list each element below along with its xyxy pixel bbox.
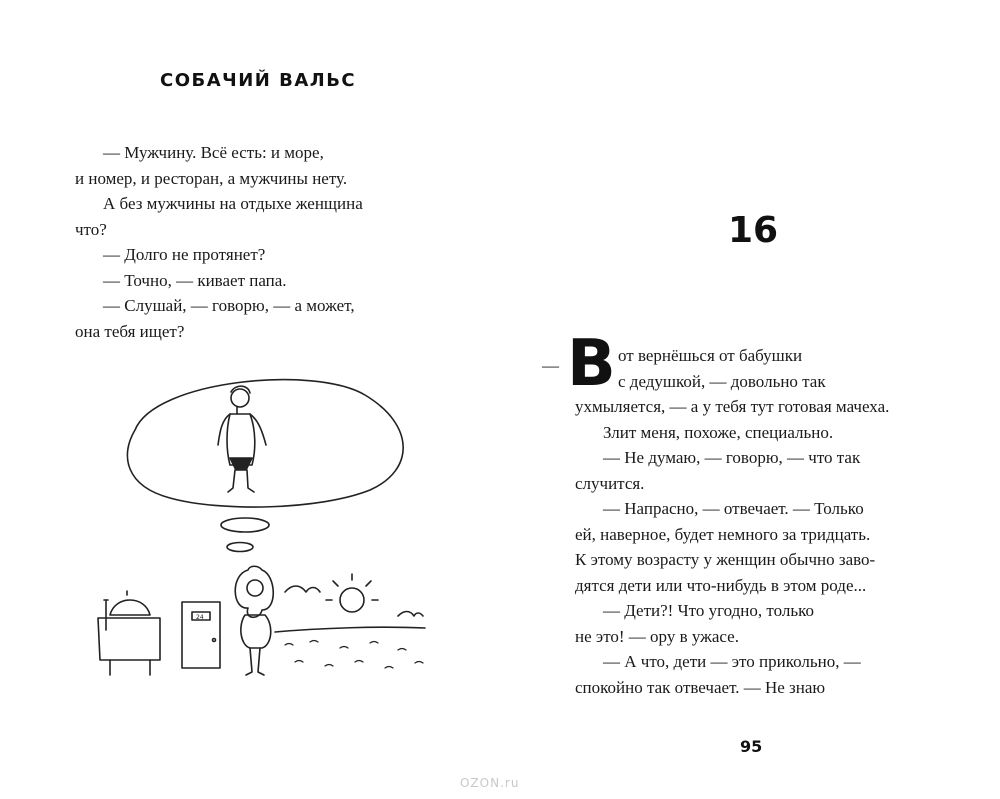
text-line: и номер, и ресторан, а мужчины нету. xyxy=(75,168,348,188)
text-line: не это! — ору в ужасе. xyxy=(575,626,739,646)
page-number: 95 xyxy=(740,737,763,756)
text-line: — Слушай, — говорю, — а может, xyxy=(103,296,355,315)
illustration-thought-bubble xyxy=(80,370,440,690)
text-line: — Не думаю, — говорю, — что так xyxy=(603,448,861,467)
text-line: К этому возрасту у женщин обычно заво- xyxy=(575,550,876,569)
text-line: А без мужчины на отдыхе женщина xyxy=(103,194,363,213)
text-line: она тебя ищет? xyxy=(75,321,185,341)
bird-drawing xyxy=(398,612,423,617)
text-line: — Мужчину. Всё есть: и море, xyxy=(103,143,324,162)
drop-cap: В xyxy=(567,327,616,401)
text-line: Злит меня, похоже, специально. xyxy=(603,422,834,442)
left-page-text xyxy=(75,140,435,344)
sun-drawing xyxy=(326,574,378,612)
running-head: СОБАЧИЙ ВАЛЬС xyxy=(160,70,357,91)
text-line: — Напрасно, — отвечает. — Только xyxy=(603,499,864,518)
door-drawing xyxy=(182,602,220,668)
text-line: — Точно, — кивает папа. xyxy=(103,270,287,290)
right-page xyxy=(500,0,1000,799)
small-bubble xyxy=(221,518,269,532)
watermark: OZON.ru xyxy=(460,776,520,790)
chapter-number: 16 xyxy=(728,210,779,251)
text-line: дятся дети или что-нибудь в этом роде... xyxy=(575,575,867,595)
lead-dash: — xyxy=(542,356,559,375)
man-figure xyxy=(218,386,266,492)
table-drawing xyxy=(98,591,160,675)
text-line: — Дети?! Что угодно, только xyxy=(603,601,815,620)
door-number: 24 xyxy=(196,614,204,621)
horizon-line xyxy=(275,627,425,632)
right-page-text xyxy=(575,343,935,700)
text-line: спокойно так отвечает. — Не знаю xyxy=(575,677,826,697)
text-line: — Долго не протянет? xyxy=(103,245,266,264)
text-line: случится. xyxy=(575,473,645,493)
text-line: ей, наверное, будет немного за тридцать. xyxy=(575,524,871,544)
text-line: ухмыляется, — а у тебя тут готовая мачеха. xyxy=(575,397,890,416)
text-line: с дедушкой, — довольно так xyxy=(618,371,826,391)
text-line: что? xyxy=(75,219,107,239)
small-bubble xyxy=(227,543,253,552)
sea-waves xyxy=(285,641,423,669)
bird-drawing xyxy=(285,586,320,592)
text-line: — А что, дети — это прикольно, — xyxy=(603,652,861,671)
woman-figure xyxy=(235,566,273,675)
text-line: от вернёшься от бабушки xyxy=(618,346,803,365)
